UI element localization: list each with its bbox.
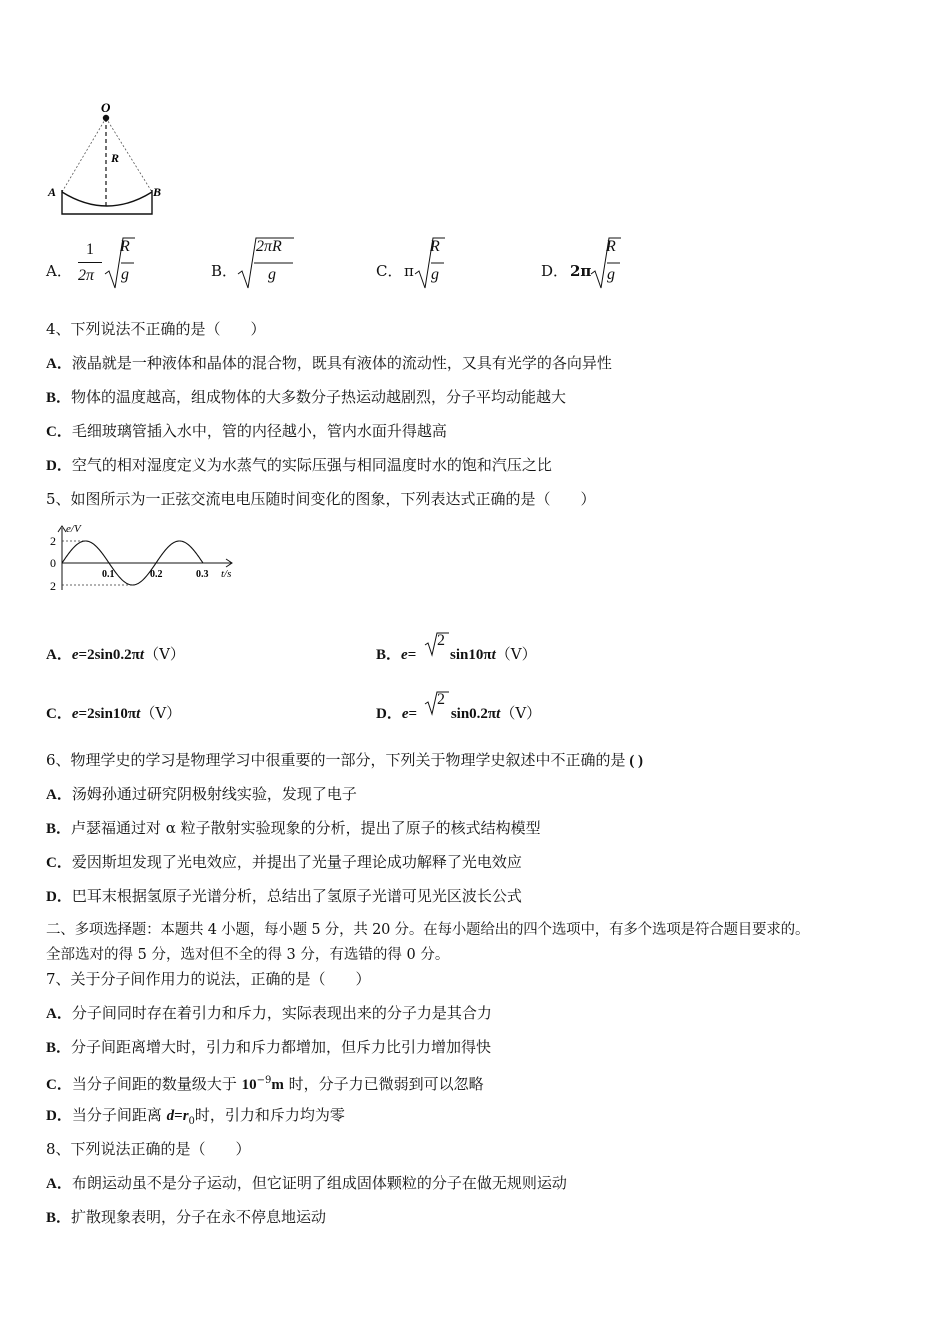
q3-a-num: 1 <box>86 241 94 258</box>
label-a: A <box>48 185 57 199</box>
option-text: 当分子间距离 <box>71 1106 167 1124</box>
option-key: D． <box>46 1108 72 1124</box>
q6-stem <box>46 750 643 771</box>
q3-option-d-key: D． <box>541 262 569 280</box>
q7-option-b <box>46 1037 491 1058</box>
q6-stem-text: 6、物理学史的学习是物理学习中很重要的一部分，下列关于物理学史叙述中不正确的是 <box>46 751 626 769</box>
option-text: 分子间同时存在着引力和斥力，实际表现出来的分子力是其合力 <box>71 1004 492 1022</box>
option-key: A． <box>46 1006 72 1022</box>
q7-option-d <box>46 1105 345 1132</box>
option-expr: =2sin0.2π <box>78 647 140 663</box>
chart-ylabel: e/V <box>66 523 81 535</box>
var-t: t <box>496 706 501 722</box>
var-d: d <box>166 1108 175 1124</box>
var-r: r <box>182 1108 189 1124</box>
option-text: 空气的相对湿度定义为水蒸气的实际压强与相同温度时水的饱和汽压之比 <box>71 456 552 474</box>
q3-a-rad-num: R <box>120 238 130 255</box>
option-key: B． <box>46 1040 72 1056</box>
option-key: B． <box>46 390 72 406</box>
exp-power: −9 <box>256 1075 272 1086</box>
q4-option-d <box>46 455 552 476</box>
option-text: 爱因斯坦发现了光电效应，并提出了光量子理论成功解释了光电效应 <box>71 853 522 871</box>
label-b: B <box>153 185 162 199</box>
x-tick-2: 0.2 <box>150 569 163 580</box>
label-o: O <box>101 100 111 115</box>
q3-a-den: 2π <box>78 267 95 284</box>
q6-option-a <box>46 784 357 805</box>
sine-chart <box>40 520 240 595</box>
var-t: t <box>136 706 141 722</box>
q5-stem: 5、如图所示为一正弦交流电电压随时间变化的图象，下列表达式正确的是（ ） <box>46 490 596 508</box>
q3-option-a-key: A． <box>46 262 72 280</box>
option-text-2: 时，分子力已微弱到可以忽略 <box>283 1075 484 1093</box>
var-t: t <box>139 647 145 663</box>
q7-option-c <box>46 1071 484 1095</box>
option-key: D． <box>46 889 72 905</box>
section2-line1: 二、多项选择题：本题共 4 小题，每小题 5 分，共 20 分。在每小题给出的四个选项中，有多个选项是符合题目要求的。 <box>46 922 810 938</box>
q6-option-d <box>46 886 522 907</box>
q7-stem: 7、关于分子间作用力的说法，正确的是（ ） <box>46 970 371 988</box>
q3-c-rad-den: g <box>431 266 439 283</box>
q3-option-c-key: C． <box>376 262 403 280</box>
x-tick-1: 0.1 <box>102 569 115 580</box>
option-key: B． <box>46 821 72 837</box>
q7-option-a <box>46 1003 492 1024</box>
sqrt-value: 2 <box>437 632 445 649</box>
q4-stem: 4、下列说法不正确的是（ ） <box>46 320 266 338</box>
q3-b-rad-num: 2πR <box>256 238 282 255</box>
option-text-2: 时，引力和斥力均为零 <box>194 1106 345 1124</box>
pendulum-figure <box>40 96 170 221</box>
option-expr-2: sin0.2π <box>447 706 497 722</box>
q3-option-b-key: B． <box>211 262 238 280</box>
eq-sign: = <box>174 1108 183 1124</box>
x-tick-3: 0.3 <box>196 569 209 580</box>
q8-option-a <box>46 1173 567 1194</box>
q5-option-a <box>46 644 185 665</box>
exp-base: 10 <box>241 1077 257 1093</box>
q5-option-c <box>46 703 181 724</box>
q6-option-b <box>46 818 541 839</box>
option-text: 毛细玻璃管插入水中，管的内径越小，管内水面升得越高 <box>71 422 447 440</box>
q5-option-d <box>376 703 541 724</box>
option-unit: （V） <box>144 645 185 663</box>
option-unit: （V） <box>140 704 182 722</box>
sub-zero: 0 <box>188 1116 195 1127</box>
label-r: R <box>111 151 120 165</box>
option-unit: （V） <box>495 645 537 663</box>
q3-a-rad-den: g <box>121 266 129 283</box>
q6-option-c <box>46 852 522 873</box>
q5-option-b <box>376 644 537 665</box>
q6-stem-tail: ( ) <box>625 753 644 769</box>
var-e: e <box>71 647 79 663</box>
option-text: 布朗运动虽不是分子运动，但它证明了组成固体颗粒的分子在做无规则运动 <box>71 1174 567 1192</box>
option-key: D． <box>46 458 72 474</box>
section2-line2: 全部选对的得 5 分，选对但不全的得 3 分，有选错的得 0 分。 <box>46 947 450 963</box>
option-text: 汤姆孙通过研究阴极射线实验，发现了电子 <box>71 785 357 803</box>
option-text: 当分子间距的数量级大于 <box>71 1075 242 1093</box>
q8-option-b <box>46 1207 326 1228</box>
q3-d-rad-den: g <box>607 266 615 283</box>
option-key: A． <box>46 356 72 372</box>
option-text: 液晶就是一种液体和晶体的混合物，既具有液体的流动性，又具有光学的各向异性 <box>71 354 612 372</box>
q3-c-rad-num: R <box>430 238 440 255</box>
q3-c-coef: π <box>404 262 414 280</box>
option-key: C． <box>46 1077 72 1093</box>
option-expr: = <box>408 706 418 722</box>
chart-xlabel: t/s <box>221 568 232 580</box>
q4-option-c <box>46 421 447 442</box>
q3-b-rad-den: g <box>268 266 276 283</box>
option-text: 扩散现象表明，分子在永不停息地运动 <box>71 1208 327 1226</box>
y-tick-zero: 0 <box>50 556 56 570</box>
var-e: e <box>71 706 79 722</box>
q3-d-rad-num: R <box>606 238 616 255</box>
sqrt-value: 2 <box>437 691 445 708</box>
var-t: t <box>491 647 496 663</box>
var-e: e <box>401 647 408 663</box>
option-expr-2: sin10π <box>446 647 492 663</box>
q4-option-a <box>46 353 612 374</box>
option-text: 卢瑟福通过对 α 粒子散射实验现象的分析，提出了原子的核式结构模型 <box>71 819 541 837</box>
var-e: e <box>401 706 409 722</box>
option-expr: = <box>407 647 417 663</box>
option-unit: （V） <box>500 704 542 722</box>
option-key: B． <box>376 647 402 663</box>
y-tick-top: 2 <box>50 534 56 548</box>
option-key: A． <box>46 647 72 663</box>
q4-option-b <box>46 387 566 408</box>
option-key: C． <box>46 706 72 722</box>
option-key: D． <box>376 706 402 722</box>
option-key: B． <box>46 1210 72 1226</box>
q3-d-coef: 2π <box>570 262 592 280</box>
q8-stem: 8、下列说法正确的是（ ） <box>46 1140 251 1158</box>
option-key: C． <box>46 424 72 440</box>
option-key: A． <box>46 1176 72 1192</box>
option-key: A． <box>46 787 72 803</box>
y-tick-bottom: 2 <box>50 579 56 593</box>
exp-unit: m <box>271 1077 284 1093</box>
option-text: 分子间距离增大时，引力和斥力都增加，但斥力比引力增加得快 <box>71 1038 492 1056</box>
option-expr: =2sin10π <box>78 706 137 722</box>
option-key: C． <box>46 855 72 871</box>
option-text: 巴耳末根据氢原子光谱分析，总结出了氢原子光谱可见光区波长公式 <box>71 887 522 905</box>
option-text: 物体的温度越高，组成物体的大多数分子热运动越剧烈，分子平均动能越大 <box>71 388 567 406</box>
